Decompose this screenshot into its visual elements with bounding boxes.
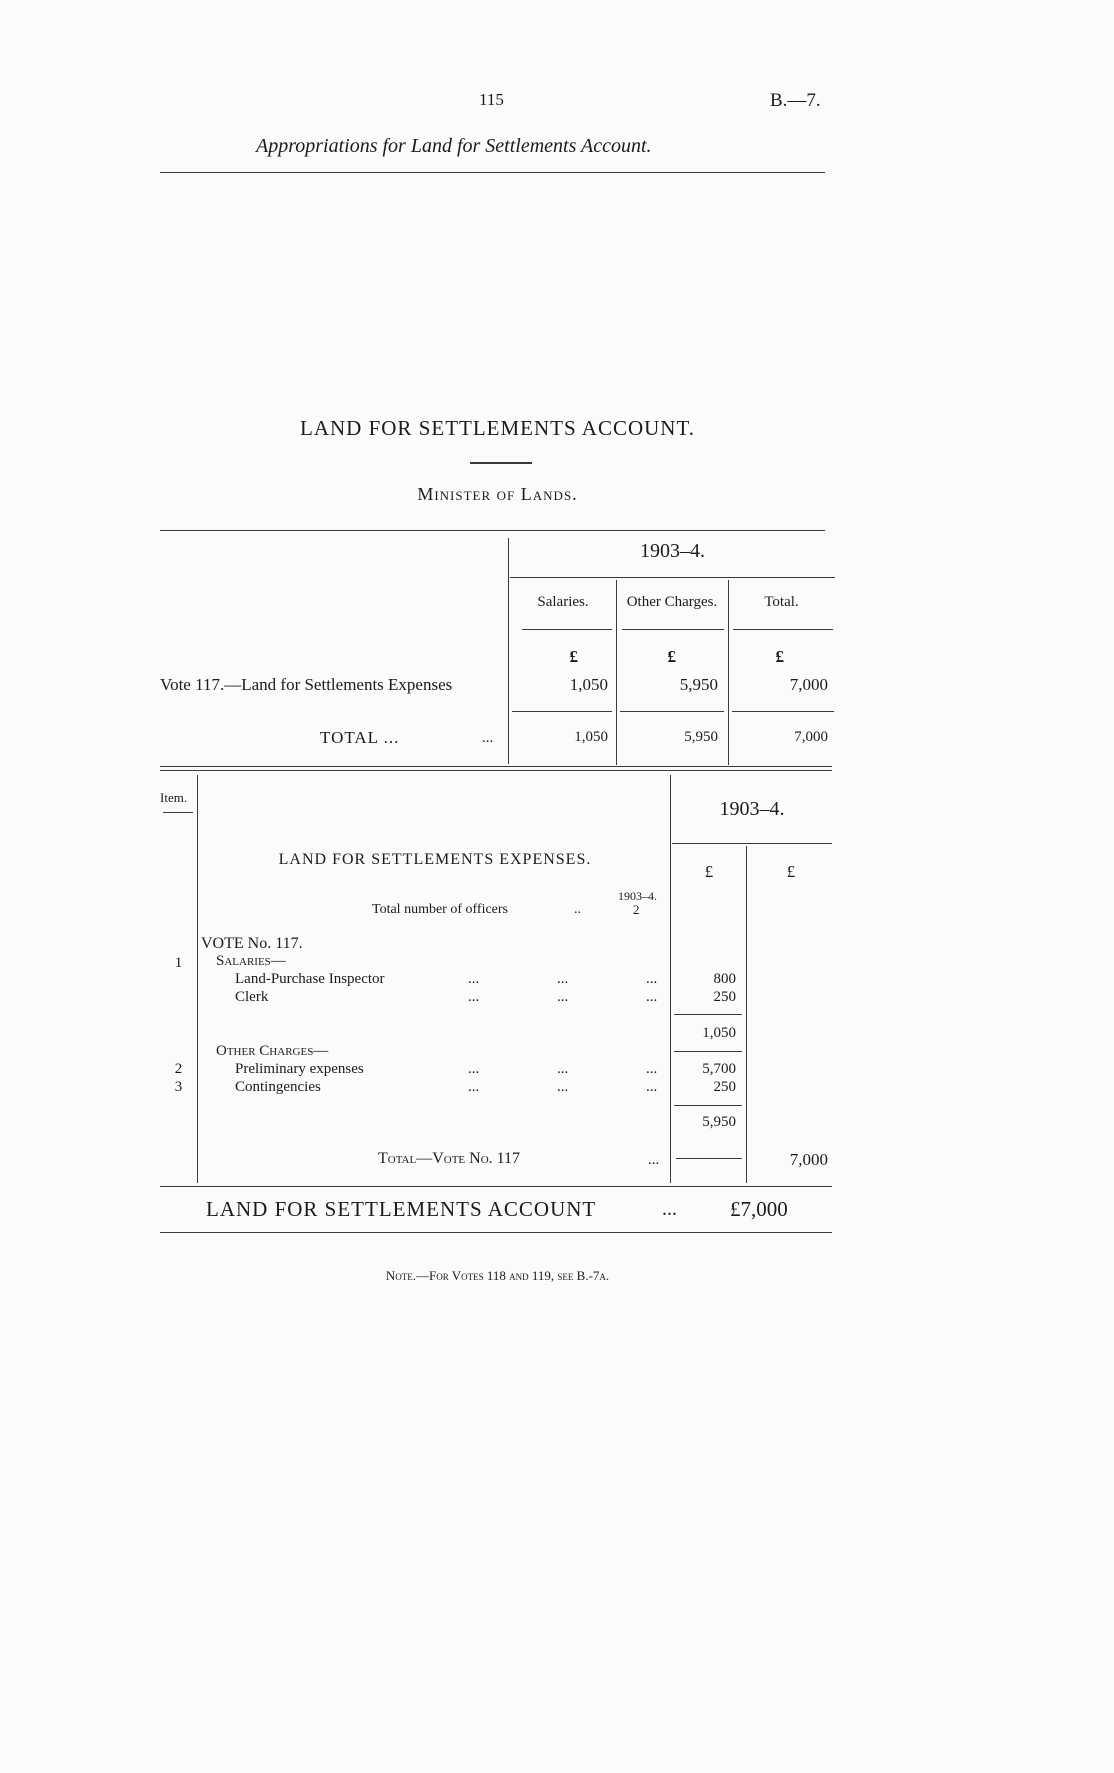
item-number: 3	[174, 1079, 183, 1095]
leader-dots: ...	[468, 989, 480, 1005]
total-total: 7,000	[794, 729, 828, 745]
other-charges-subtotal: 5,950	[702, 1114, 736, 1130]
currency-symbol: £	[667, 647, 676, 666]
col-salaries: Salaries.	[537, 594, 589, 610]
vote-label: Vote 117.—Land for Settlements Expenses	[160, 675, 453, 694]
item-number: 1	[174, 955, 183, 971]
vote-total-amount: 7,000	[789, 1150, 828, 1169]
account-total-amount: £7,000	[730, 1197, 788, 1221]
leader-dots: ...	[468, 971, 480, 987]
vote-heading: VOTE No. 117.	[201, 935, 303, 952]
officers-count: 2	[633, 902, 640, 917]
line-item-label: Land-Purchase Inspector	[235, 971, 385, 987]
page-title: LAND FOR SETTLEMENTS ACCOUNT.	[300, 416, 695, 440]
salaries-subtotal: 1,050	[702, 1025, 736, 1041]
vote-other-charges: 5,950	[679, 675, 718, 694]
summary-year: 1903–4.	[640, 540, 705, 562]
col-other-charges: Other Charges.	[626, 594, 718, 610]
total-salaries: 1,050	[574, 729, 608, 745]
leader-dots: ...	[662, 1198, 677, 1220]
vote-total: 7,000	[789, 675, 828, 694]
leader-dots: ...	[557, 989, 569, 1005]
header-rule	[160, 172, 825, 173]
line-item-amount: 250	[713, 1079, 736, 1095]
line-item-amount: 800	[713, 971, 736, 987]
other-charges-heading: Other Charges—	[216, 1043, 329, 1059]
account-total-label: LAND FOR SETTLEMENTS ACCOUNT	[206, 1197, 597, 1221]
item-column-header: Item.	[160, 790, 188, 805]
salaries-heading: Salaries—	[216, 953, 286, 969]
page-number: 115	[479, 90, 504, 109]
line-item-amount: 5,700	[702, 1061, 736, 1077]
line-item-label: Preliminary expenses	[235, 1061, 364, 1077]
leader-dots: ...	[557, 971, 569, 987]
leader-dots: ...	[557, 1061, 569, 1077]
total-label: TOTAL ...	[320, 728, 400, 747]
leader-dots: ...	[648, 1152, 660, 1168]
col-total: Total.	[764, 594, 799, 610]
detail-year: 1903–4.	[719, 798, 785, 820]
minister-heading: Minister of Lands.	[417, 484, 578, 504]
footnote: Note.—For Votes 118 and 119, see B.-7a.	[385, 1268, 610, 1283]
section-title: LAND FOR SETTLEMENTS EXPENSES.	[278, 851, 592, 868]
running-title: Appropriations for Land for Settlements Account.	[256, 135, 652, 157]
leader-dots: ...	[468, 1061, 480, 1077]
leader-dots: ...	[646, 989, 658, 1005]
leader-dots: ...	[646, 971, 658, 987]
leader-dots: ...	[646, 1061, 658, 1077]
item-number: 2	[174, 1061, 183, 1077]
officers-label: Total number of officers	[372, 902, 508, 917]
total-other-charges: 5,950	[684, 729, 718, 745]
line-item-label: Clerk	[235, 989, 269, 1005]
currency-symbol: £	[775, 647, 784, 666]
line-item-label: Contingencies	[235, 1079, 321, 1095]
leader-dots: ...	[482, 730, 494, 746]
officers-year: 1903–4.	[618, 889, 657, 903]
currency-symbol: £	[704, 862, 714, 881]
leader-dots: ...	[646, 1079, 658, 1095]
currency-symbol: £	[569, 647, 578, 666]
vote-total-label: Total—Vote No. 117	[378, 1150, 521, 1167]
leader-dots: ...	[468, 1079, 480, 1095]
leader-dots: ..	[574, 902, 581, 917]
leader-dots: ...	[557, 1079, 569, 1095]
line-item-amount: 250	[713, 989, 736, 1005]
currency-symbol: £	[786, 862, 796, 881]
title-rule	[470, 462, 532, 464]
paper-reference: B.—7.	[770, 90, 821, 111]
vote-salaries: 1,050	[569, 675, 608, 694]
